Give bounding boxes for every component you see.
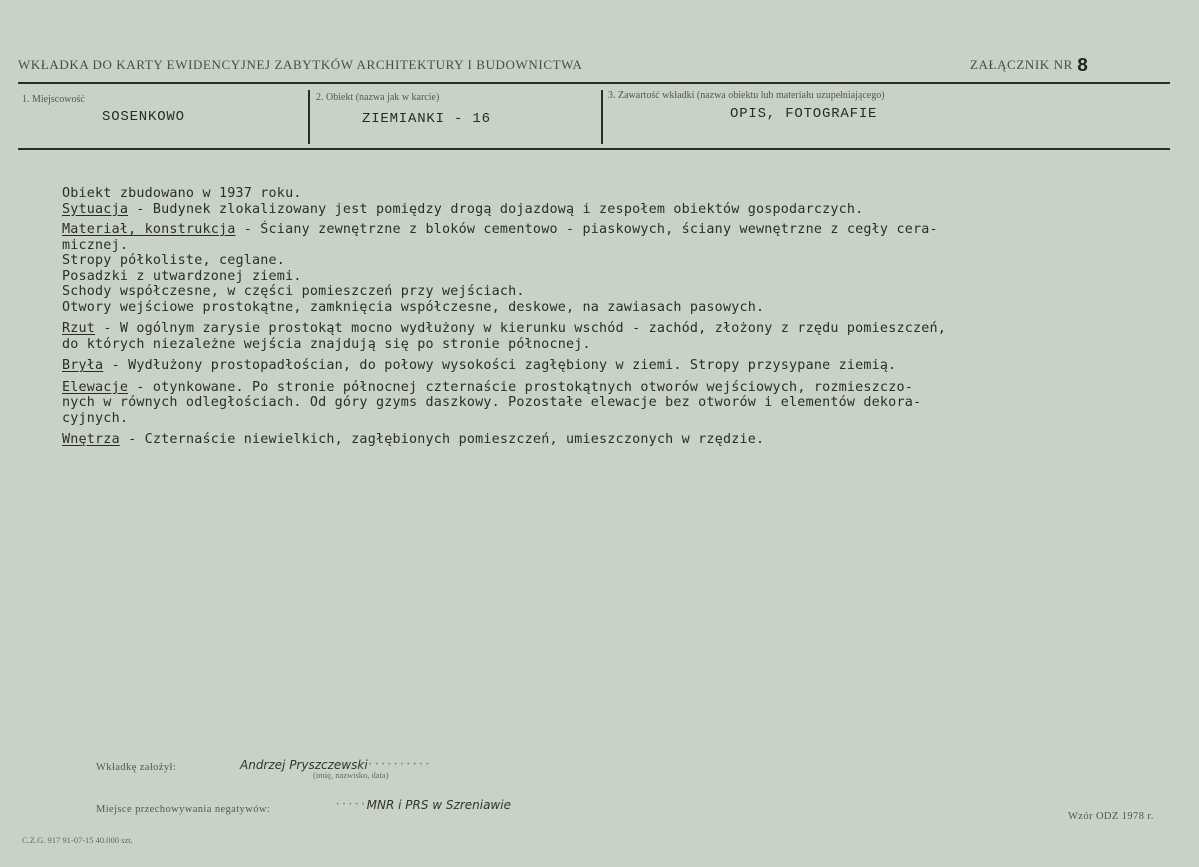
mass-heading: Bryła [62, 358, 104, 373]
form-title: WKŁADKA DO KARTY EWIDENCYJNEJ ZABYTKÓW ARCHITEKTURY I BUDOWNICTWA [18, 57, 583, 72]
content-label: 3. Zawartość wkładki (nazwa obiektu lub materiału uzupełniającego) [608, 90, 885, 101]
material-heading: Materiał, konstrukcja [62, 222, 236, 237]
elevations-line-1 [62, 380, 1162, 396]
elevations-heading: Elewacje [62, 379, 129, 395]
material-line-6: Otwory wejściowe prostokątne, zamknięcia współczesne, deskowe, na zawiasach pasowych. [62, 299, 765, 315]
header-bottom-rule [18, 148, 1170, 150]
mass-text: - Wydłużony prostopadłościan, do połowy wysokości zagłębiony w ziemi. Stropy przysypane ziemią. [103, 358, 897, 373]
negatives-value: MNR i PRS w Szreniawie [366, 798, 511, 812]
situation-heading: Sytuacja [62, 201, 129, 217]
place-value: SOSENKOWO [102, 109, 185, 125]
annex-label [970, 53, 1089, 75]
interior-text: - Czternaście niewielkich, zagłębionych pomieszczeń, umieszczonych w rzędzie. [119, 432, 765, 447]
object-label: 2. Obiekt (nazwa jak w karcie) [316, 92, 440, 103]
material-line-4: Posadzki z utwardzonej ziemi. [62, 268, 302, 284]
header-top-rule [18, 82, 1170, 84]
plan-line-2: do których niezależne wejścia znajdują się po stronie północnej. [62, 336, 591, 352]
elevations-line-2: nych w równych odległościach. Od góry gzyms daszkowy. Pozostałe elewacje bez otworów i elementów dekora- [62, 395, 922, 410]
mass-line [62, 358, 1162, 374]
content-value: OPIS, FOTOGRAFIE [730, 106, 878, 122]
made-by-signature: Andrzej Pryszczewski [240, 758, 368, 772]
annex-label-text: ZAŁĄCZNIK NR [970, 57, 1073, 72]
object-value: ZIEMIANKI - 16 [362, 111, 491, 127]
field-divider-1 [308, 90, 310, 144]
material-line-5: Schody współczesne, w części pomieszczeń przy wejściach. [62, 284, 525, 299]
annex-number: 8 [1076, 55, 1089, 77]
plan-line-1 [62, 321, 1162, 337]
intro-line: Obiekt zbudowano w 1937 roku. [62, 186, 302, 201]
material-text-1: - Ściany zewnętrzne z bloków cementowo - piaskowych, ściany wewnętrzne z cegły cera- [235, 222, 938, 237]
made-by-label: Wkładkę założył: [96, 762, 177, 773]
form-model: Wzór ODZ 1978 r. [1068, 811, 1154, 822]
interior-line [62, 432, 1162, 448]
print-code: C.Z.G. 917 91-07-15 40.000 szt. [22, 835, 133, 845]
negatives-field [335, 796, 511, 814]
made-by-sublabel: (imię, nazwisko, data) [313, 770, 389, 780]
made-by-dots: ·········· [367, 756, 431, 773]
situation-text: - Budynek zlokalizowany jest pomiędzy drogą dojazdową i zespołem obiektów gospodarczych. [128, 201, 864, 217]
description-body [62, 186, 1162, 452]
place-label: 1. Miejscowość [22, 94, 85, 105]
field-divider-2 [601, 90, 603, 144]
negatives-dots: ····· [335, 796, 367, 813]
material-line-3: Stropy półkoliste, ceglane. [62, 253, 286, 268]
situation-line [62, 202, 1162, 218]
plan-text-1: - W ogólnym zarysie prostokąt mocno wydłużony w kierunku wschód - zachód, złożony z rzędu pomieszczeń, [95, 321, 947, 336]
negatives-label: Miejsce przechowywania negatywów: [96, 804, 271, 815]
material-line-2: micznej. [62, 237, 129, 253]
plan-heading: Rzut [62, 321, 96, 336]
elevations-text-1: - otynkowane. Po stronie północnej czternaście prostokątnych otworów wejściowych, rozmieszczo- [128, 379, 913, 395]
material-line-1 [62, 222, 1162, 238]
elevations-line-3: cyjnych. [62, 410, 129, 426]
interior-heading: Wnętrza [62, 432, 120, 447]
